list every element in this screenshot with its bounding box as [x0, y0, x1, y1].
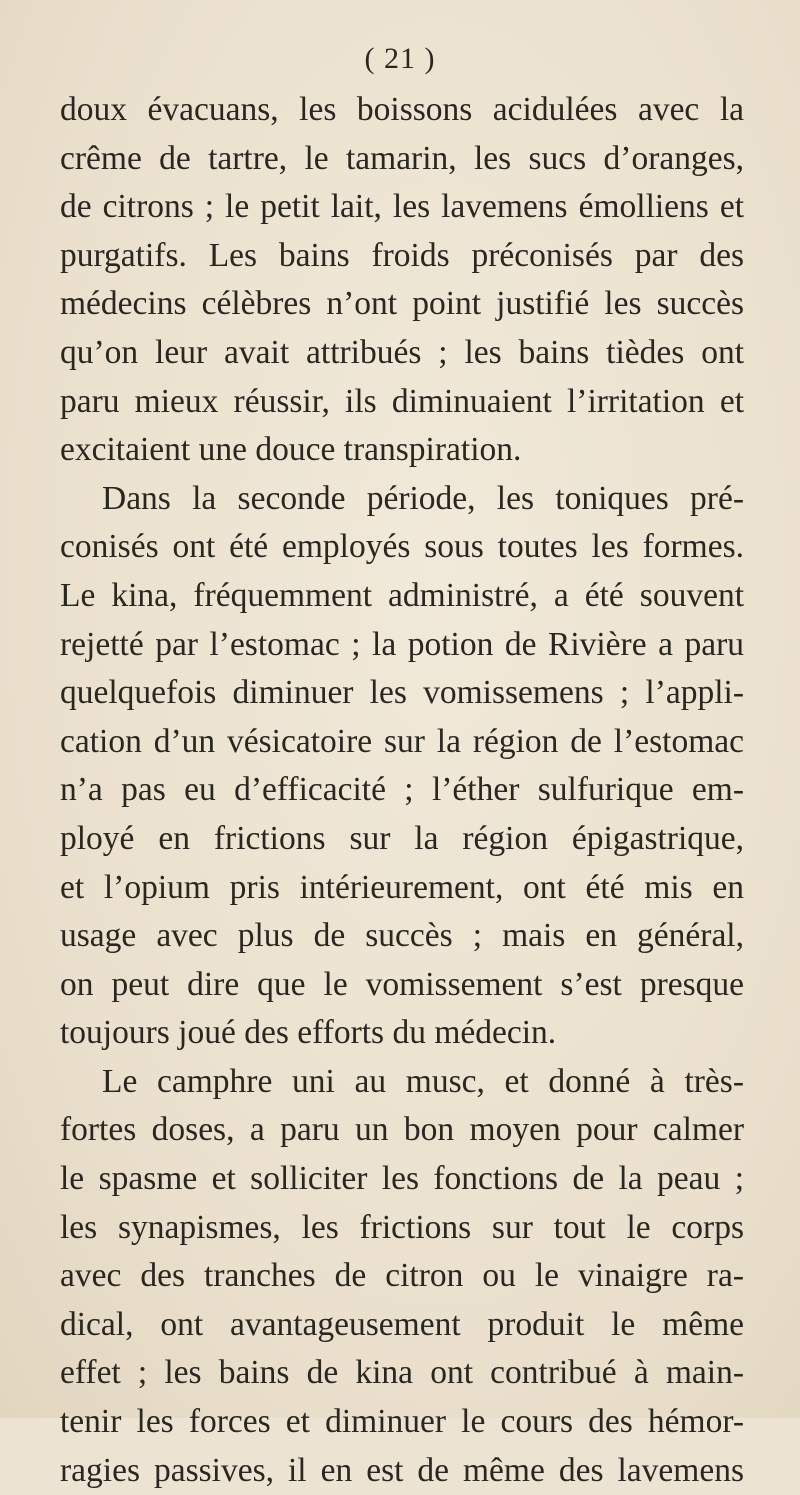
text-line: crême de tartre, le tamarin, les sucs d’oranges,	[60, 139, 744, 177]
text-line: tenir les forces et diminuer le cours des hémor-	[60, 1403, 744, 1441]
text-line: avec des tranches de citron ou le vinaigre ra-	[60, 1257, 744, 1295]
text-line: cation d’un vésicatoire sur la région de l’estomac	[60, 722, 744, 760]
paragraph-3	[60, 1058, 744, 1495]
text-line: effet ; les bains de kina ont contribué à main-	[60, 1354, 744, 1392]
text-line: le spasme et solliciter les fonctions de la peau ;	[60, 1160, 744, 1198]
page-number: ( 21 )	[364, 42, 436, 75]
text-line: Le camphre uni au musc, et donné à très-	[102, 1062, 744, 1100]
text-line: les synapismes, les frictions sur tout le corps	[60, 1208, 744, 1246]
text-line: de citrons ; le petit lait, les lavemens émolliens et	[60, 188, 744, 226]
text-line: rejetté par l’estomac ; la potion de Rivière a paru	[60, 625, 744, 663]
paragraph-2	[60, 475, 744, 1058]
text-line: on peut dire que le vomissement s’est presque	[60, 965, 744, 1003]
text-line: paru mieux réussir, ils diminuaient l’irritation et	[60, 382, 744, 420]
text-line: médecins célèbres n’ont point justifié les succès	[60, 285, 744, 323]
body-text	[60, 86, 744, 1495]
text-line: qu’on leur avait attribués ; les bains tièdes ont	[60, 333, 744, 371]
text-line: fortes doses, a paru un bon moyen pour calmer	[60, 1111, 744, 1149]
text-line: ployé en frictions sur la région épigastrique,	[60, 819, 744, 857]
text-line: purgatifs. Les bains froids préconisés par des	[60, 236, 744, 274]
text-line: Le kina, fréquemment administré, a été souvent	[60, 576, 744, 614]
text-line: n’a pas eu d’efficacité ; l’éther sulfurique em-	[60, 771, 744, 809]
text-line: toujours joué des efforts du médecin.	[60, 1014, 557, 1052]
text-line: excitaient une douce transpiration.	[60, 431, 522, 469]
text-line: conisés ont été employés sous toutes les formes.	[60, 528, 744, 566]
text-line: quelquefois diminuer les vomissemens ; l’appli-	[60, 674, 744, 712]
paragraph-1	[60, 86, 744, 475]
text-line: usage avec plus de succès ; mais en général,	[60, 917, 744, 955]
text-line: et l’opium pris intérieurement, ont été mis en	[60, 868, 744, 906]
text-line: Dans la seconde période, les toniques pré-	[102, 479, 744, 517]
text-line: dical, ont avantageusement produit le même	[60, 1305, 744, 1343]
text-line: ragies passives, il en est de même des lavemens	[60, 1451, 744, 1489]
text-line: doux évacuans, les boissons acidulées avec la	[60, 91, 744, 128]
